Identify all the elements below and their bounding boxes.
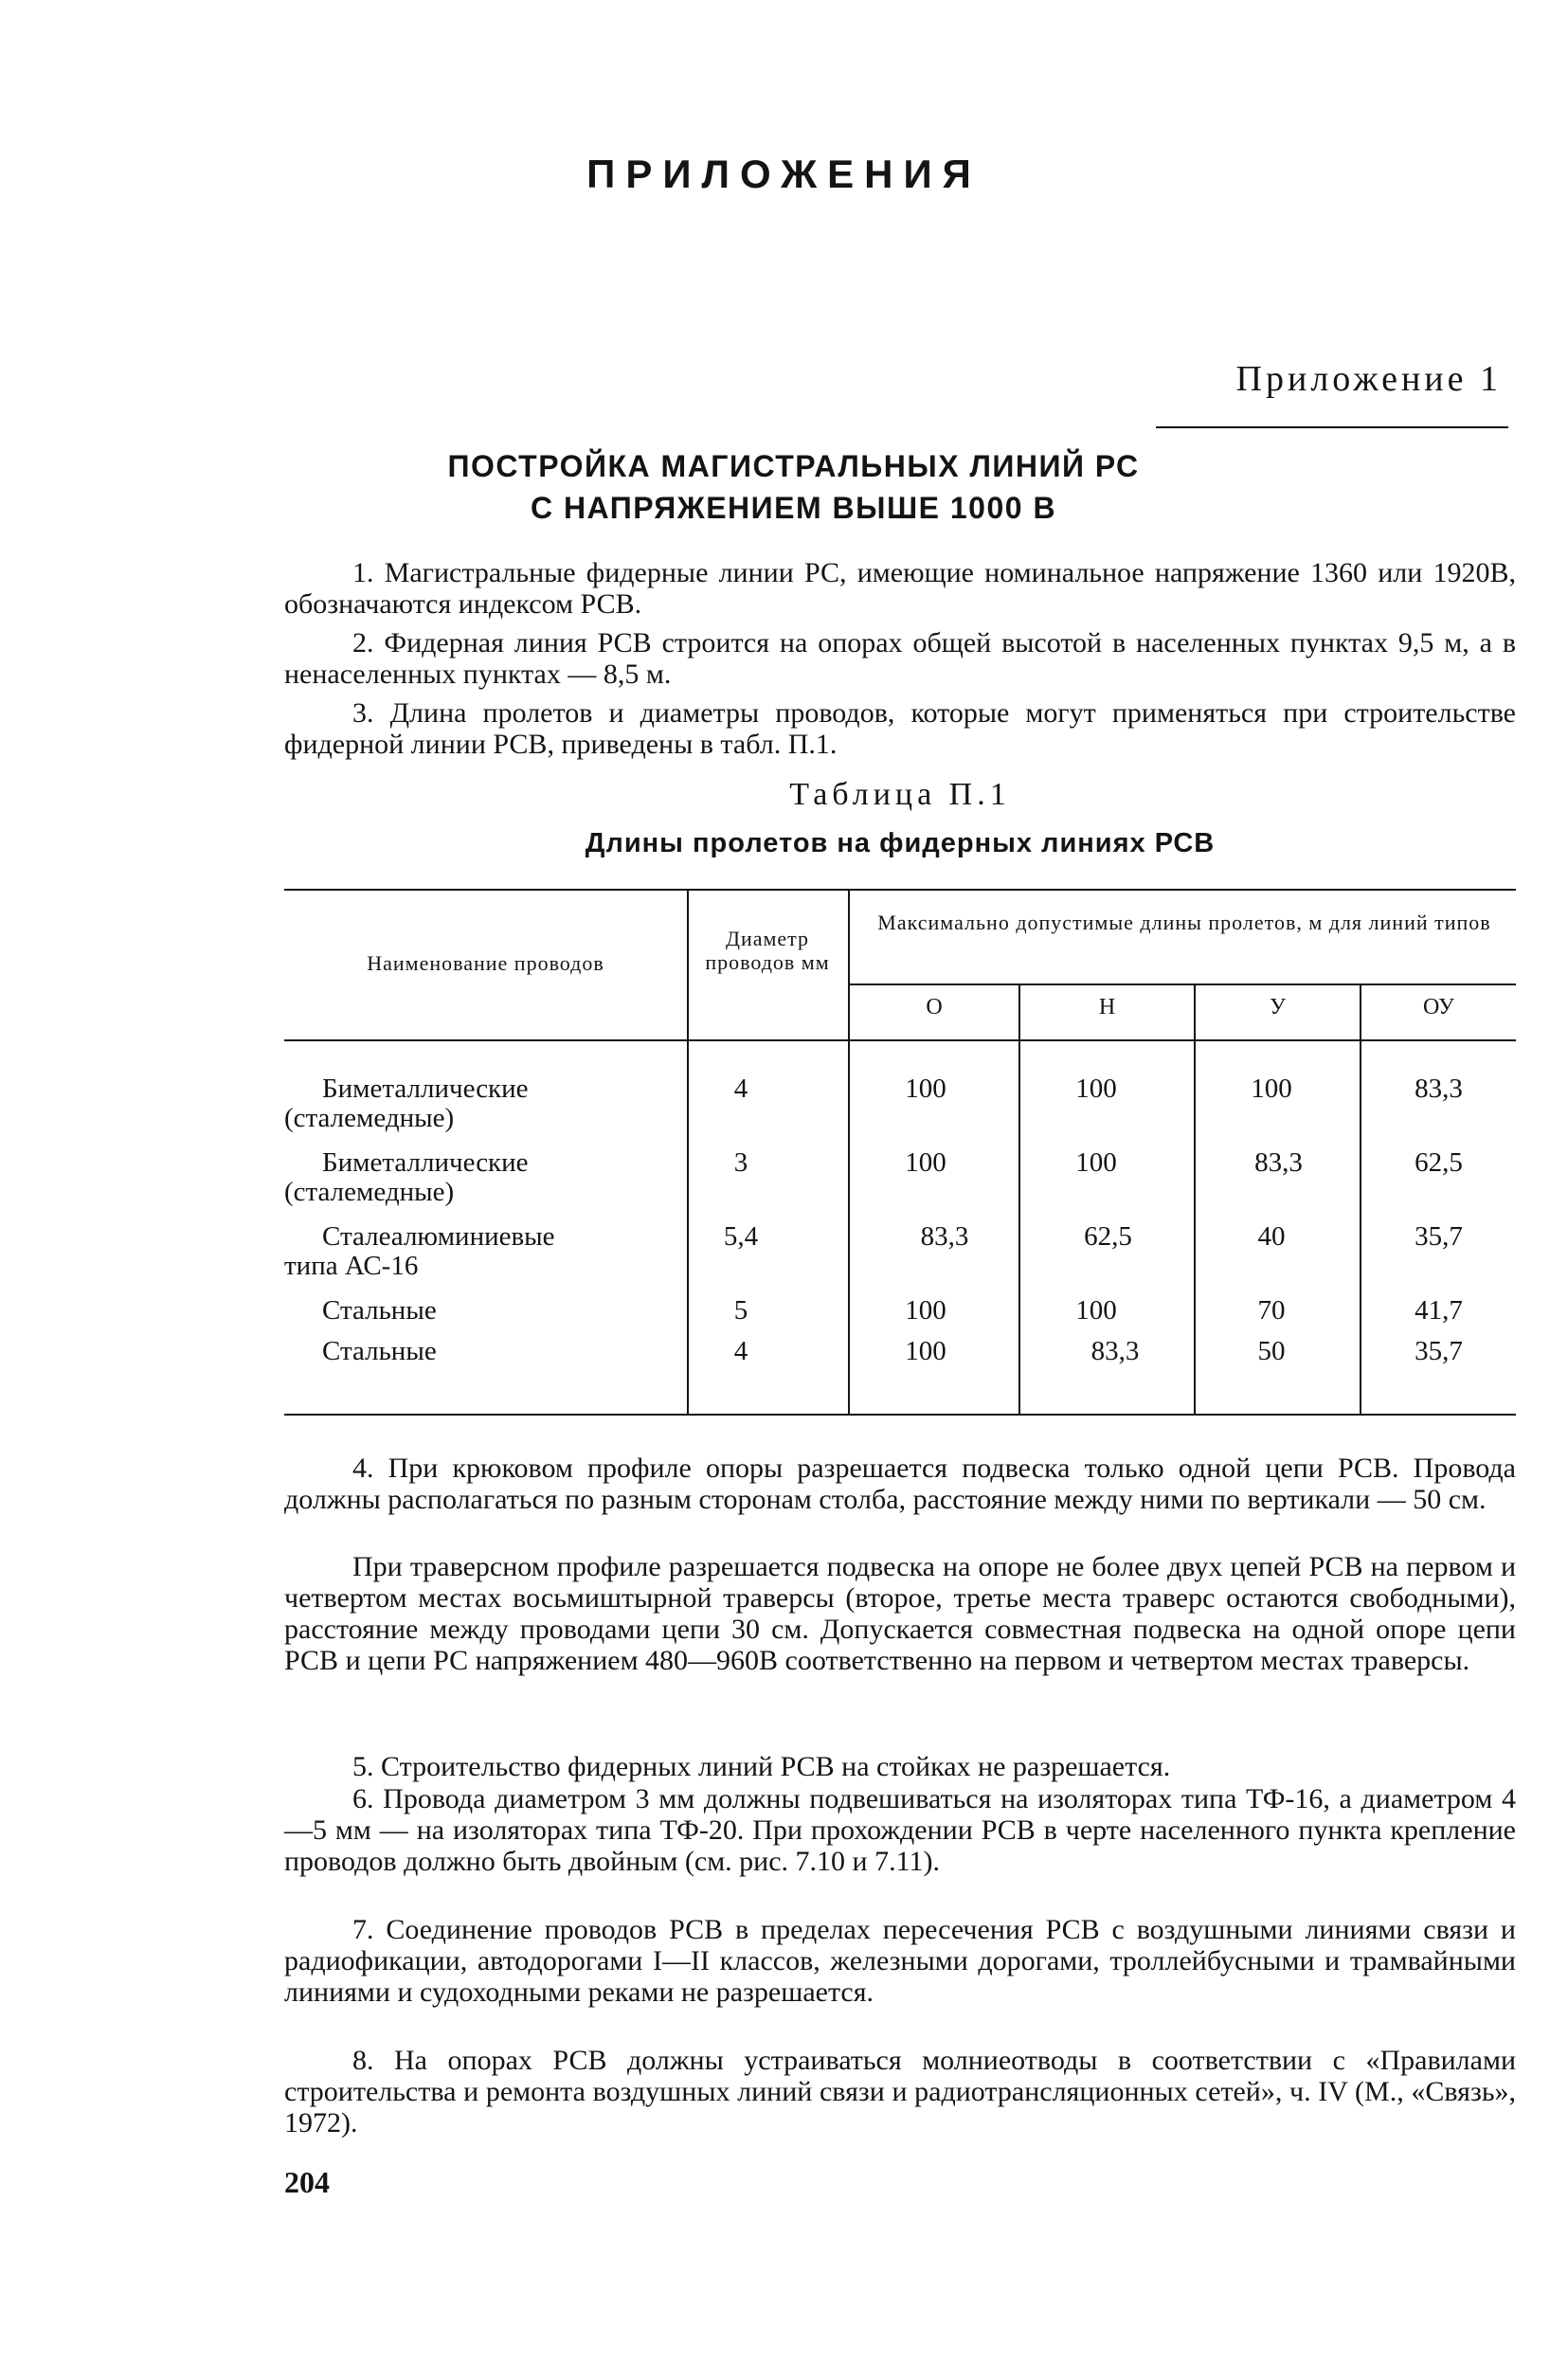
row-diameter: 4 [733, 1336, 748, 1366]
table-caption: Таблица П.1 [789, 777, 1011, 812]
row-type-o: 100 [905, 1147, 946, 1178]
row-diameter: 5,4 [723, 1221, 759, 1252]
row-diameter: 3 [733, 1147, 748, 1178]
header-type-u: У [1270, 995, 1286, 1020]
table-title: Длины пролетов на фидерных линиях РСВ [585, 828, 1216, 858]
header-bottom-rule [284, 1039, 1516, 1041]
row-type-n: 62,5 [1084, 1221, 1132, 1252]
row-type-o: 100 [905, 1295, 946, 1326]
row-type-u: 100 [1251, 1074, 1292, 1104]
row-type-u: 40 [1257, 1221, 1286, 1252]
row-type-ou: 35,7 [1415, 1336, 1463, 1366]
table-bottom-rule [284, 1414, 1516, 1416]
row-type-n: 83,3 [1090, 1336, 1140, 1366]
body-paragraph-5: 5. Строительство фидерных линий РСВ на стойках не разрешается. [352, 1751, 1171, 1782]
row-type-u: 70 [1257, 1295, 1286, 1326]
row-type-o: 100 [905, 1336, 946, 1366]
row-name-line-1: Биметаллические [322, 1147, 529, 1178]
row-name-line-1: Стальные [322, 1336, 437, 1366]
appendix-rule [1156, 426, 1508, 428]
row-type-u: 83,3 [1254, 1147, 1303, 1178]
row-name [284, 1222, 682, 1281]
row-type-n: 100 [1075, 1147, 1117, 1178]
header-subrule [848, 983, 1516, 985]
row-name [284, 1148, 682, 1207]
section-title: ПРИЛОЖЕНИЯ [586, 152, 982, 196]
row-name-line-1: Сталеалюминиевые [322, 1221, 555, 1252]
intro-paragraph-3: 3. Длина пролетов и диаметры проводов, которые могут применяться при строительстве фидерной линии РСВ, приведены в табл. П.1. [284, 697, 1516, 760]
row-type-ou: 83,3 [1415, 1074, 1463, 1104]
row-name-line-1: Биметаллические [322, 1074, 529, 1104]
header-max-span: Максимально допустимые длины пролетов, м для линий типов [877, 911, 1491, 934]
row-name-line-2: (сталемедные) [284, 1177, 455, 1207]
body-paragraph-traverse: При траверсном профиле разрешается подвеска на опоре не более двух цепей РСВ на первом и четвертом местах восьмиштырной траверсы (второе, третье места траверс остаются свободными), расстояние между проводами цепи 30 см. Допускается совместная подвеска на одной опоре цепи РСВ и цепи РС напряжением 480—960В соответственно на первом и четвертом местах траверсы. [284, 1551, 1516, 1676]
row-name-line-1: Стальные [322, 1295, 437, 1326]
body-paragraph-4: 4. При крюковом профиле опоры разрешается подвеска только одной цепи РСВ. Провода должны располагаться по разным сторонам столба, расстояние между ними по вертикали — 50 см. [284, 1453, 1516, 1515]
row-diameter: 5 [733, 1295, 748, 1326]
row-type-ou: 35,7 [1415, 1221, 1463, 1252]
header-type-n: Н [1098, 995, 1116, 1020]
row-type-u: 50 [1257, 1336, 1286, 1366]
header-type-ou: ОУ [1423, 995, 1454, 1020]
header-diameter: Диаметр проводов мм [705, 927, 830, 974]
intro-paragraph-1: 1. Магистральные фидерные линии РС, имеющие номинальное напряжение 1360 или 1920В, обозначаются индексом РСВ. [284, 557, 1516, 620]
row-name [284, 1074, 682, 1133]
appendix-label: Приложение 1 [1235, 359, 1502, 399]
row-type-n: 100 [1075, 1295, 1117, 1326]
page-number: 204 [284, 2165, 330, 2199]
row-name [284, 1337, 682, 1366]
row-type-o: 83,3 [920, 1221, 969, 1252]
row-type-o: 100 [905, 1074, 946, 1104]
header-name: Наименование проводов [367, 951, 604, 975]
body-paragraph-6: 6. Провода диаметром 3 мм должны подвешиваться на изоляторах типа ТФ-16, а диаметром 4—5 мм — на изоляторах типа ТФ-20. При прохождении РСВ в черте населенного пункта крепление проводов должно быть двойным (см. рис. 7.10 и 7.11). [284, 1783, 1516, 1877]
row-diameter: 4 [733, 1074, 748, 1104]
heading-line-1: ПОСТРОЙКА МАГИСТРАЛЬНЫХ ЛИНИЙ РС [447, 449, 1140, 483]
header-type-o: О [926, 995, 943, 1020]
row-name-line-2: типа АС-16 [284, 1251, 419, 1281]
row-type-n: 100 [1075, 1074, 1117, 1104]
heading-line-2: С НАПРЯЖЕНИЕМ ВЫШЕ 1000 В [530, 491, 1057, 525]
appendix-heading [284, 445, 1303, 529]
row-type-ou: 41,7 [1415, 1295, 1463, 1326]
row-name-line-2: (сталемедные) [284, 1103, 455, 1133]
body-paragraph-7: 7. Соединение проводов РСВ в пределах пересечения РСВ с воздушными линиями связи и радиофикации, автодорогами I—II классов, железными дорогами, троллейбусными и трамвайными линиями и судоходными реками не разрешается. [284, 1914, 1516, 2008]
body-paragraph-8: 8. На опорах РСВ должны устраиваться молниеотводы в соответствии с «Правилами строительства и ремонта воздушных линий связи и радиотрансляционных сетей», ч. IV (М., «Связь», 1972). [284, 2045, 1516, 2138]
row-name [284, 1296, 682, 1326]
row-type-ou: 62,5 [1415, 1147, 1463, 1178]
table-top-rule [284, 889, 1516, 891]
intro-paragraph-2: 2. Фидерная линия РСВ строится на опорах общей высотой в населенных пунктах 9,5 м, а в ненаселенных пунктах — 8,5 м. [284, 627, 1516, 690]
